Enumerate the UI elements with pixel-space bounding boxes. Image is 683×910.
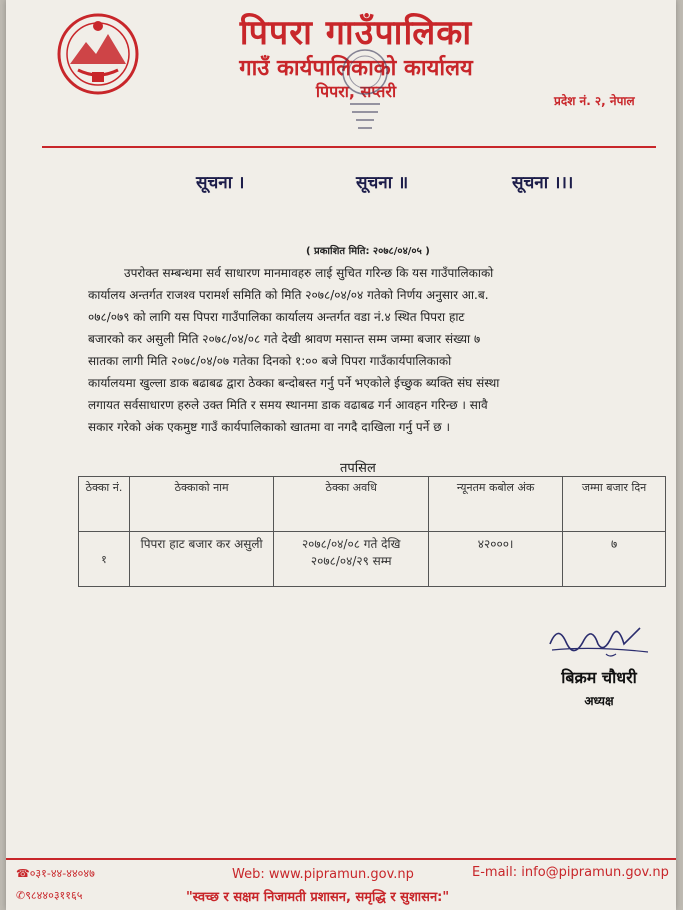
col-header: ठेक्का अवधि	[274, 477, 429, 532]
notice-body	[88, 262, 648, 438]
footer-website: Web: www.pipramun.gov.np	[232, 867, 414, 882]
body-line: सकार गरेको अंक एकमुष्ट गाउँ कार्यपालिकाको खातमा वा नगदै दाखिला गर्नु पर्ने छ ।	[88, 420, 450, 434]
body-line: ०७८/०७९ को लागि यस पिपरा गाउँपालिका कार्यालय अन्तर्गत वडा नं.४ स्थित पिपरा हाट	[88, 310, 465, 324]
municipality-emblem-icon	[52, 12, 144, 96]
province-label: प्रदेश नं. २, नेपाल	[554, 94, 635, 108]
contract-table	[78, 476, 666, 587]
municipality-title: पिपरा गाउँपालिका	[239, 13, 473, 53]
footer-phone: ☎०३१-४४-४४०४७	[16, 867, 95, 880]
header-divider	[42, 146, 656, 148]
body-line: बजारको कर असुली मिति २०७८/०४/०८ गते देखी श्रावण मसान्त सम्म जम्मा बजार संख्या ७	[88, 332, 481, 346]
footer-divider	[6, 858, 676, 860]
footer-slogan: "स्वच्छ र सक्षम निजामती प्रशासन, समृद्धि र सुशासन:"	[186, 890, 450, 905]
published-date: ( प्रकाशित मिति: २०७८/०४/०५ )	[306, 246, 430, 257]
body-line: लगायत सर्वसाधारण हरुले उक्त मिति र समय स्थानमा डाक वढाबढ गर्न आवहन गरिन्छ । सावै	[88, 398, 488, 412]
table-cell: १	[79, 532, 130, 587]
office-subtitle: गाउँ कार्यपालिकाको कार्यालय	[239, 56, 473, 81]
col-header: न्यूनतम कबोल अंक	[429, 477, 563, 532]
signatory-name: बिक्रम चौधरी	[561, 668, 637, 687]
body-line: उपरोक्त सम्बन्धमा सर्व साधारण मानमावहरु लाई सुचित गरिन्छ कि यस गाउँपालिकाको	[124, 266, 494, 280]
notice-heading-2: सूचना ॥	[356, 173, 409, 193]
table-cell: ७	[563, 532, 666, 587]
signature-icon	[544, 614, 652, 662]
table-cell: पिपरा हाट बजार कर असुली	[129, 532, 273, 587]
col-header: ठेक्का नं.	[79, 477, 130, 532]
table-row	[79, 532, 666, 587]
table-cell: ४२०००।	[429, 532, 563, 587]
col-header: ठेक्काको नाम	[129, 477, 273, 532]
signatory-role: अध्यक्ष	[584, 694, 614, 708]
table-cell: २०७८/०४/०८ गते देखि २०७८/०४/२९ सम्म	[274, 532, 429, 587]
table-caption: तपसिल	[340, 461, 376, 476]
office-stamp-icon	[328, 42, 402, 134]
body-line: कार्यालयमा खुल्ला डाक बढाबढ द्वारा ठेक्का बन्दोबस्त गर्नु पर्ने भएकोले ईच्छुक ब्यक्ति संघ संस्था	[88, 376, 500, 390]
table-header-row	[79, 477, 666, 532]
notice-document	[6, 0, 676, 910]
footer-email: E-mail: info@pipramun.gov.np	[472, 865, 669, 880]
office-location: पिपरा, सप्तरी	[315, 82, 397, 101]
notice-heading-3: सूचना ।।।	[512, 173, 574, 193]
col-header: जम्मा बजार दिन	[563, 477, 666, 532]
footer-mobile: ✆९८४४०३११६५	[16, 889, 83, 902]
body-line: सातका लागी मिति २०७८/०४/०७ गतेका दिनको १:०० बजे पिपरा गाउँकार्यपालिकाको	[88, 354, 452, 368]
notice-heading-1: सूचना ।	[196, 173, 245, 193]
body-line: कार्यालय अन्तर्गत राजश्व परामर्श समिति को मिति २०७८/०४/०४ गतेको निर्णय अनुसार आ.ब.	[88, 288, 489, 302]
